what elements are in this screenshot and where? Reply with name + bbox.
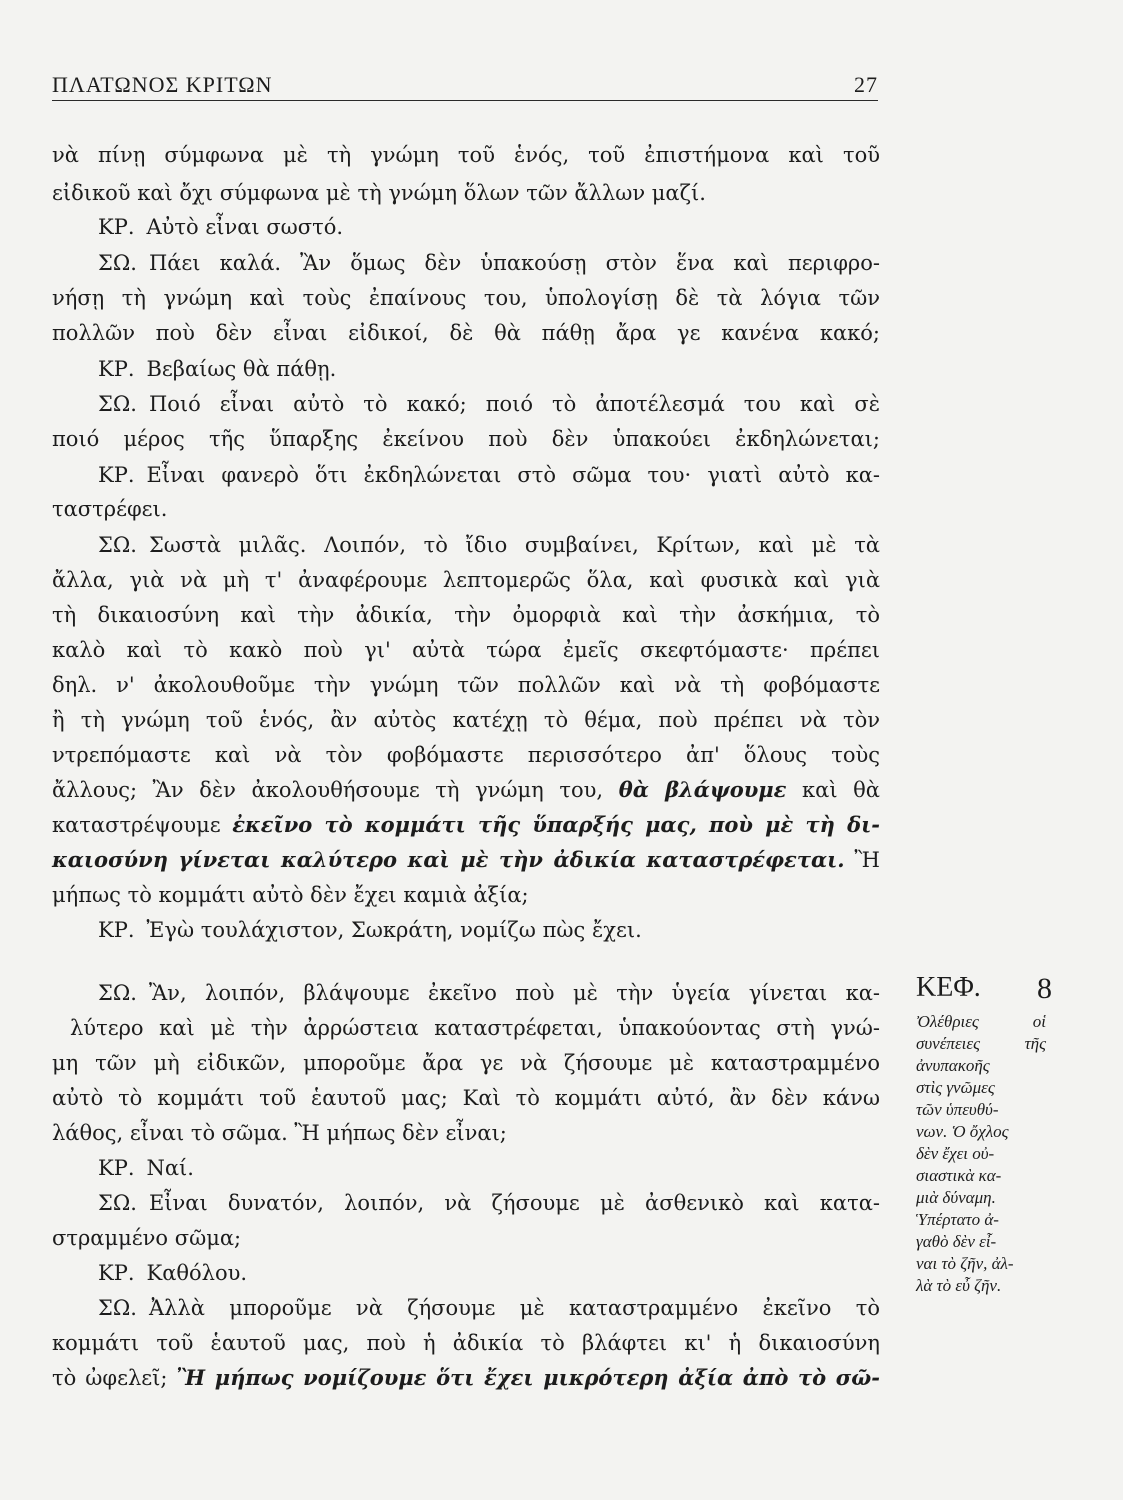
text-line: ΚΡ. Ναί. (98, 1156, 194, 1180)
speaker-kriton: ΚΡ. (98, 1156, 135, 1180)
text-line: μη τῶν μὴ εἰδικῶν, μποροῦμε ἄρα γε νὰ ζήσουμε μὲ καταστραμμένο (52, 1051, 880, 1075)
speaker-sokrates: ΣΩ. (98, 251, 137, 275)
text-line: ποιό μέρος τῆς ὕπαρξης ἐκείνου ποὺ δὲν ὑπακούει ἐκδηλώνεται; (52, 427, 880, 451)
margin-note-line: Ὑπέρτατο ἀ- (916, 1210, 999, 1229)
text-line: ἄλλα, γιὰ νὰ μὴ τ' ἀναφέρουμε λεπτομερῶς ὅλα, καὶ φυσικὰ καὶ γιὰ (52, 568, 880, 592)
chapter-label: ΚΕΦ. (916, 972, 981, 1003)
margin-note-line: νων. Ὁ ὄχλος (916, 1122, 1009, 1141)
margin-note-line: Ὀλέθριες οἱ (916, 1012, 1046, 1031)
speaker-sokrates: ΣΩ. (98, 533, 137, 557)
text-line: εἰδικοῦ καὶ ὄχι σύμφωνα μὲ τὴ γνώμη ὅλων τῶν ἄλλων μαζί. (52, 181, 706, 205)
speaker-sokrates: ΣΩ. (98, 1191, 137, 1215)
text-line: ΣΩ. Εἶναι δυνατόν, λοιπόν, νὰ ζήσουμε μὲ ἀσθενικὸ καὶ κατα- (98, 1191, 880, 1215)
speaker-kriton: ΚΡ. (98, 918, 135, 942)
margin-note-line: στὶς γνῶμες (916, 1078, 995, 1097)
text-line: ἄλλους; Ἂν δὲν ἀκολουθήσουμε τὴ γνώμη του, θὰ βλάψουμε καὶ θὰ (52, 777, 880, 802)
text-line: τὸ ὠφελεῖ; Ἢ μήπως νομίζουμε ὅτι ἔχει μικρότερη ἀξία ἀπὸ τὸ σῶ- (52, 1365, 880, 1390)
margin-note-line: λὰ τὸ εὖ ζῆν. (916, 1276, 1002, 1295)
margin-note-line: ναι τὸ ζῆν, ἀλ- (916, 1254, 1014, 1273)
margin-note-line: γαθὸ δὲν εἶ- (916, 1232, 997, 1251)
text-line: πολλῶν ποὺ δὲν εἶναι εἰδικοί, δὲ θὰ πάθῃ ἄρα γε κανένα κακό; (52, 321, 880, 345)
text-line: λύτερο καὶ μὲ τὴν ἀρρώστεια καταστρέφεται, ὑπακούοντας στὴ γνώ- (70, 1016, 880, 1040)
text-line: ΚΡ. Ἐγὼ τουλάχιστον, Σωκράτη, νομίζω πὼς ἔχει. (98, 918, 642, 942)
text-line: ντρεπόμαστε καὶ νὰ τὸν φοβόμαστε περισσότερο ἀπ' ὅλους τοὺς (52, 743, 880, 767)
text-line: ΚΡ. Αὐτὸ εἶναι σωστό. (98, 215, 344, 239)
text-line: κομμάτι τοῦ ἑαυτοῦ μας, ποὺ ἡ ἀδικία τὸ βλάφτει κι' ἡ δικαιοσύνη (52, 1331, 880, 1355)
text-line: ἢ τὴ γνώμη τοῦ ἑνός, ἂν αὐτὸς κατέχῃ τὸ θέμα, ποὺ πρέπει νὰ τὸν (52, 708, 880, 732)
text-line: μήπως τὸ κομμάτι αὐτὸ δὲν ἔχει καμιὰ ἀξία; (52, 883, 529, 907)
text-line: ταστρέφει. (52, 497, 168, 521)
text-line: στραμμένο σῶμα; (52, 1226, 242, 1250)
chapter-number: 8 (1037, 972, 1052, 1005)
speaker-sokrates: ΣΩ. (98, 981, 137, 1005)
text-line: τὴ δικαιοσύνη καὶ τὴν ἀδικία, τὴν ὀμορφιὰ καὶ τὴν ἀσκήμια, τὸ (52, 603, 880, 627)
speaker-sokrates: ΣΩ. (98, 392, 137, 416)
speaker-sokrates: ΣΩ. (98, 1296, 137, 1320)
text-line: ΣΩ. Πάει καλά. Ἂν ὅμως δὲν ὑπακούσῃ στὸν ἕνα καὶ περιφρο- (98, 251, 880, 275)
text-line: λάθος, εἶναι τὸ σῶμα. Ἢ μήπως δὲν εἶναι; (52, 1121, 507, 1145)
margin-note-line: δὲν ἔχει οὐ- (916, 1144, 995, 1163)
text-line: δηλ. ν' ἀκολουθοῦμε τὴν γνώμη τῶν πολλῶν καὶ νὰ τὴ φοβόμαστε (52, 673, 880, 697)
text-line: νήσῃ τὴ γνώμη καὶ τοὺς ἐπαίνους του, ὑπολογίσῃ δὲ τὰ λόγια τῶν (52, 286, 880, 310)
text-line: ΣΩ. Ἀλλὰ μποροῦμε νὰ ζήσουμε μὲ καταστραμμένο ἐκεῖνο τὸ (98, 1296, 880, 1320)
text-line: καιοσύνη γίνεται καλύτερο καὶ μὲ τὴν ἀδικία καταστρέφεται. Ἢ (52, 847, 880, 872)
text-line: ΚΡ. Εἶναι φανερὸ ὅτι ἐκδηλώνεται στὸ σῶμα του· γιατὶ αὐτὸ κα- (98, 463, 880, 487)
running-title: ΠΛΑΤΩΝΟΣ ΚΡΙΤΩΝ (52, 72, 273, 97)
margin-note-line: μιὰ δύναμη. (916, 1188, 996, 1207)
text-line: ΣΩ. Σωστὰ μιλᾶς. Λοιπόν, τὸ ἴδιο συμβαίνει, Κρίτων, καὶ μὲ τὰ (98, 533, 880, 557)
speaker-kriton: ΚΡ. (98, 215, 135, 239)
text-line: ΚΡ. Καθόλου. (98, 1261, 248, 1285)
text-line: καταστρέψουμε ἐκεῖνο τὸ κομμάτι τῆς ὕπαρξής μας, ποὺ μὲ τὴ δι- (52, 812, 880, 837)
margin-note-line: τῶν ὑπευθύ- (916, 1100, 999, 1119)
text-line: νὰ πίνῃ σύμφωνα μὲ τὴ γνώμη τοῦ ἑνός, τοῦ ἐπιστήμονα καὶ τοῦ (52, 143, 880, 167)
speaker-kriton: ΚΡ. (98, 463, 135, 487)
page-number: 27 (854, 72, 878, 97)
text-line: ΚΡ. Βεβαίως θὰ πάθῃ. (98, 357, 337, 381)
text-line: αὐτὸ τὸ κομμάτι τοῦ ἑαυτοῦ μας; Καὶ τὸ κομμάτι αὐτό, ἂν δὲν κάνω (52, 1086, 880, 1110)
margin-note-line: σιαστικὰ κα- (916, 1166, 1002, 1185)
speaker-kriton: ΚΡ. (98, 1261, 135, 1285)
running-header (52, 66, 878, 101)
text-line: καλὸ καὶ τὸ κακὸ ποὺ γι' αὐτὰ τώρα ἐμεῖς σκεφτόμαστε· πρέπει (52, 638, 880, 662)
margin-note-line: ἀνυπακοῆς (916, 1056, 990, 1075)
text-line: ΣΩ. Ποιό εἶναι αὐτὸ τὸ κακό; ποιό τὸ ἀποτέλεσμά του καὶ σὲ (98, 392, 880, 416)
margin-note-line: συνέπειες τῆς (916, 1034, 1046, 1053)
speaker-kriton: ΚΡ. (98, 357, 135, 381)
text-line: ΣΩ. Ἂν, λοιπόν, βλάψουμε ἐκεῖνο ποὺ μὲ τὴν ὑγεία γίνεται κα- (98, 981, 880, 1005)
